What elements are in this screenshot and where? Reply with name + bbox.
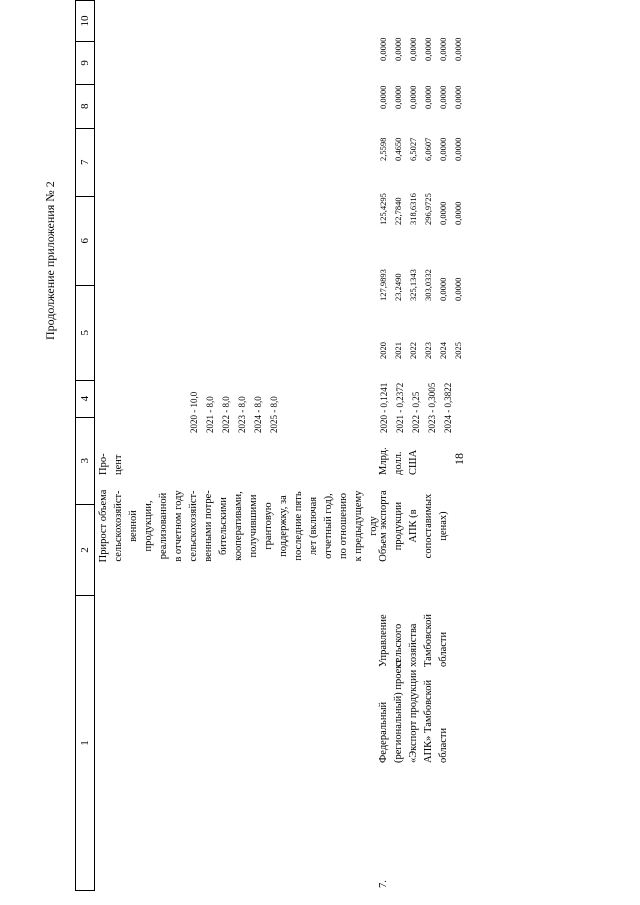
indicator-unit: Про- цент xyxy=(98,453,124,475)
funding-extrabudgetary: 0,0000 0,0000 0,0000 0,0000 0,0000 0,0000 xyxy=(378,37,463,61)
page-number: 18 xyxy=(452,453,466,465)
project-name: Федеральный (региональный) проект «Экспорт продукции АПК» Тамбовской области xyxy=(378,659,449,763)
export-unit: Млрд. долл. США xyxy=(378,447,419,475)
header-col-3: 3 xyxy=(76,417,95,504)
export-targets: 2020 - 0,1241 2021 - 0,2372 2022 - 0,25 2023 - 0,3005 2024 - 0,3822 xyxy=(379,382,453,433)
funding-regional: 2,5598 0,4650 6,5027 6,0607 0,0000 0,0000 xyxy=(378,137,463,161)
funding-years: 2020 2021 2022 2023 2024 2025 xyxy=(378,342,463,359)
header-col-9: 9 xyxy=(76,42,95,84)
header-col-4: 4 xyxy=(76,380,95,417)
indicator-text: Прирост объема сельскохозяйст- венной продукции, реализованной в отчетном году сельскохозяйст- венными потре- бительскими кооперативами, получившими грантовую поддержку, за последние пять лет (включая отчетный год), по отношению к предыдущему году xyxy=(98,489,379,563)
responsible-executor: Управление сельского хозяйства Тамбовской области xyxy=(378,613,449,667)
header-col-8: 8 xyxy=(76,84,95,128)
export-indicator: Объем экспорта продукции АПК (в сопоставимых ценах) xyxy=(378,490,449,562)
row-number: 7. xyxy=(378,880,389,888)
indicator-targets: 2020 - 10,0 2021 - 8,0 2022 - 8,0 2023 - 8,0 2024 - 8,0 2025 - 8,0 xyxy=(189,391,279,433)
funding-federal: 125,4295 22,7840 318,6316 296,9725 0,0000 0,0000 xyxy=(378,193,463,225)
continuation-title: Продолжение приложения № 2 xyxy=(43,181,57,340)
header-col-5: 5 xyxy=(76,285,95,380)
header-col-10: 10 xyxy=(76,1,95,42)
header-col-7: 7 xyxy=(76,128,95,196)
header-col-6: 6 xyxy=(76,196,95,285)
funding-local: 0,0000 0,0000 0,0000 0,0000 0,0000 0,0000 xyxy=(378,85,463,109)
header-col-1: 1 xyxy=(76,596,95,891)
funding-total: 127,9893 23,2490 325,1343 303,0332 0,0000 0,0000 xyxy=(378,269,463,301)
header-number-row xyxy=(75,0,95,891)
header-col-2: 2 xyxy=(76,504,95,595)
